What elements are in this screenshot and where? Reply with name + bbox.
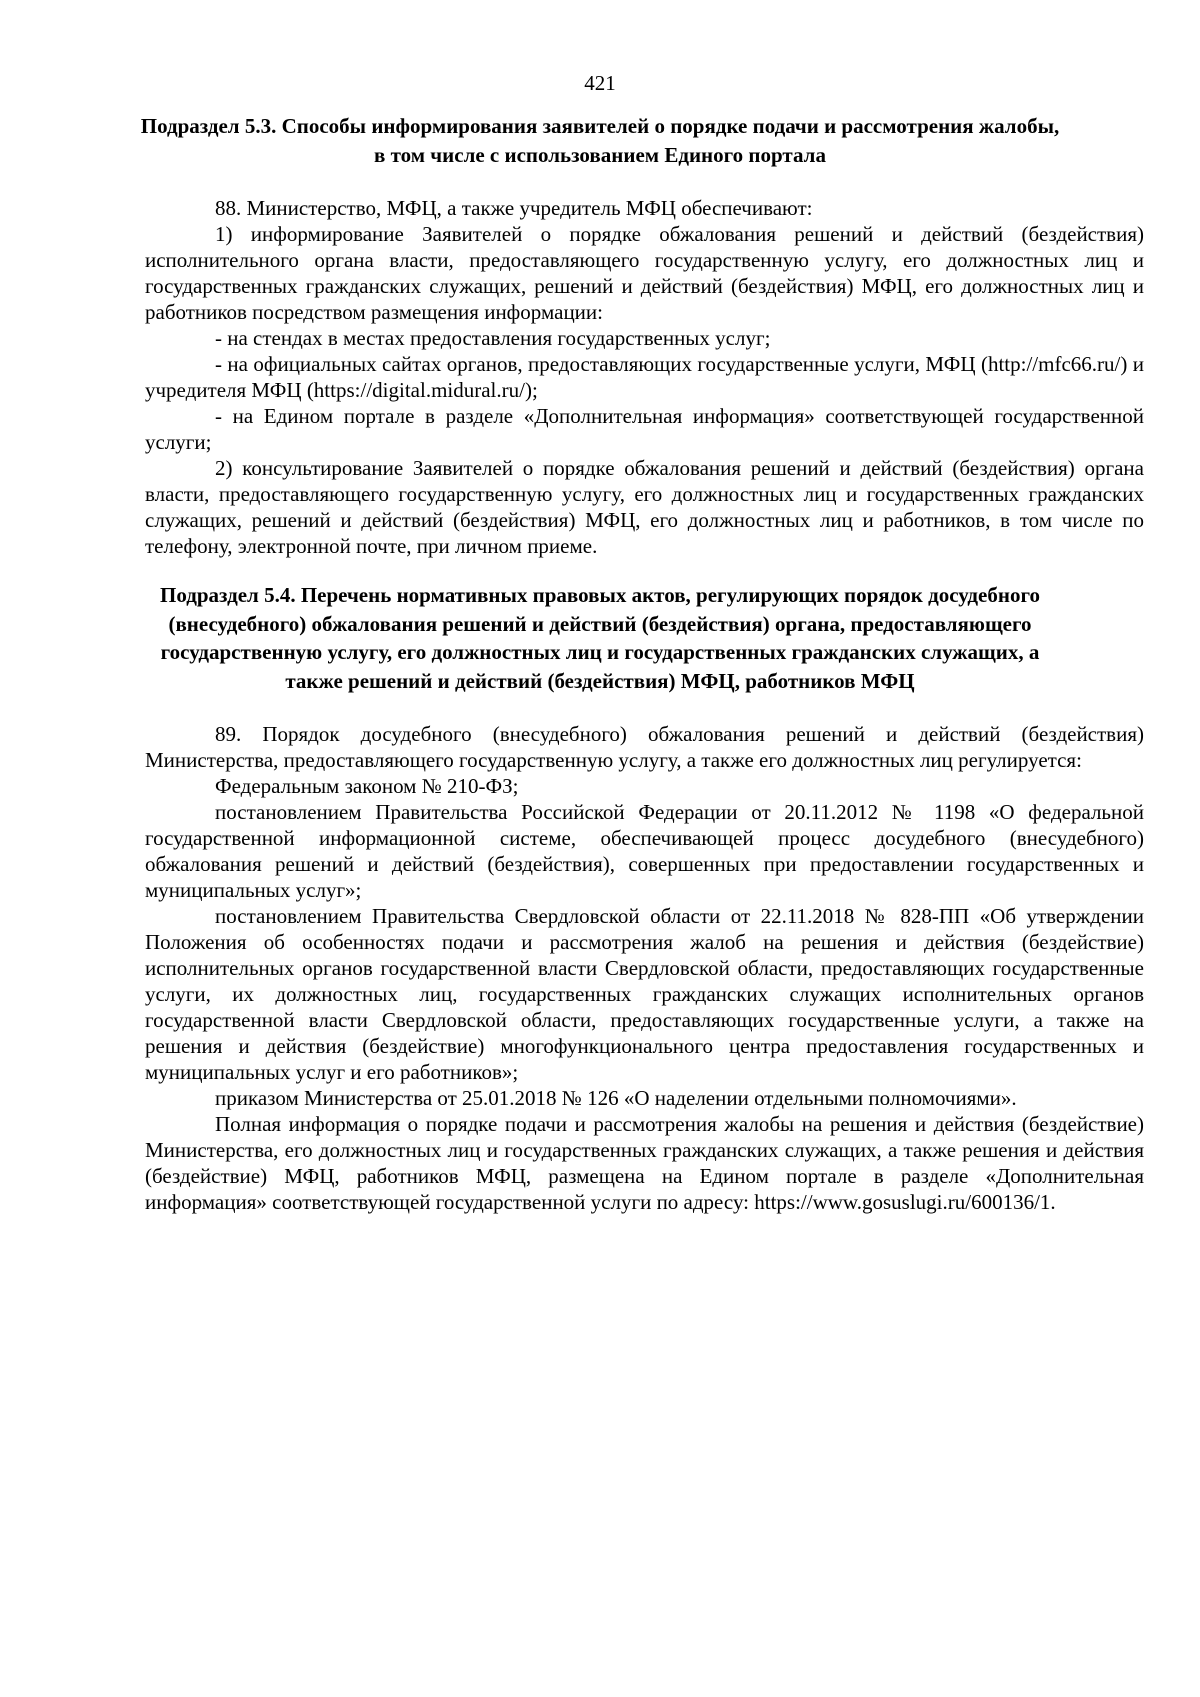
paragraph-websites: - на официальных сайтах органов, предоставляющих государственные услуги, МФЦ (http://mfc66.ru/) и учредителя МФЦ (https://digital.midural.ru/);: [145, 352, 1144, 402]
paragraph-informing: 1) информирование Заявителей о порядке обжалования решений и действий (бездействия) исполнительного органа власти, предоставляющего государственную услугу, его должностных лиц и государственных гражданских служащих, решений и действий (бездействия) МФЦ, его должностных лиц и работников посредством размещения информации:: [145, 222, 1144, 324]
paragraph-ministry-order: приказом Министерства от 25.01.2018 № 126 «О наделении отдельными полномочиями».: [215, 1086, 1017, 1110]
section-5-3-heading: Подраздел 5.3. Способы информирования заявителей о порядке подачи и рассмотрения жалобы, в том числе с использованием Единого портала: [140, 114, 1060, 167]
paragraph-full-information: Полная информация о порядке подачи и рассмотрения жалобы на решения и действия (бездействие) Министерства, его должностных лиц и государственных гражданских служащих, а также решения и действия (бездействие) МФЦ, работников МФЦ, размещена на Едином портале в разделе «Дополнительная информация» соответствующей государственной услуги по адресу: https://www.gosuslugi.ru/600136/1.: [145, 1112, 1144, 1214]
paragraph-stands: - на стендах в местах предоставления государственных услуг;: [215, 326, 771, 350]
paragraph-federal-law: Федеральным законом № 210-ФЗ;: [215, 774, 519, 798]
paragraph-88: 88. Министерство, МФЦ, а также учредитель МФЦ обеспечивают:: [215, 196, 813, 220]
section-5-4-body: [145, 721, 1144, 1215]
paragraph-rf-decree: постановлением Правительства Российской Федерации от 20.11.2012 № 1198 «О федеральной государственной информационной системе, обеспечивающей процесс досудебного (внесудебного) обжалования решений и действий (бездействия), совершенных при предоставлении государственных и муниципальных услуг»;: [145, 800, 1144, 902]
page-number: 421: [584, 71, 616, 95]
paragraph-sverdlovsk-decree: постановлением Правительства Свердловской области от 22.11.2018 № 828-ПП «Об утверждении Положения об особенностях подачи и рассмотрения жалоб на решения и действия (бездействие) исполнительных органов государственной власти Свердловской области, предоставляющих государственные услуги, их должностных лиц, государственных гражданских служащих исполнительных органов государственной власти Свердловской области, предоставляющих государственные услуги, а также на решения и действия (бездействие) многофункционального центра предоставления государственных и муниципальных услуг и его работников»;: [145, 904, 1144, 1084]
paragraph-consulting: 2) консультирование Заявителей о порядке обжалования решений и действий (бездействия) органа власти, предоставляющего государственную услугу, его должностных лиц и государственных гражданских служащих, решений и действий (бездействия) МФЦ, его должностных лиц и работников, в том числе по телефону, электронной почте, при личном приеме.: [145, 456, 1144, 558]
paragraph-unified-portal: - на Едином портале в разделе «Дополнительная информация» соответствующей государственной услуги;: [145, 404, 1144, 454]
section-5-3-body: [145, 195, 1144, 559]
section-5-4-heading: Подраздел 5.4. Перечень нормативных правовых актов, регулирующих порядок досудебного (внесудебного) обжалования решений и действий (бездействия) органа, предоставляющего государственную услугу, его должностных лиц и государственных гражданских служащих, а также решений и действий (бездействия) МФЦ, работников МФЦ: [160, 583, 1040, 693]
paragraph-89: 89. Порядок досудебного (внесудебного) обжалования решений и действий (бездействия) Министерства, предоставляющего государственную услугу, а также его должностных лиц регулируется:: [145, 722, 1144, 772]
